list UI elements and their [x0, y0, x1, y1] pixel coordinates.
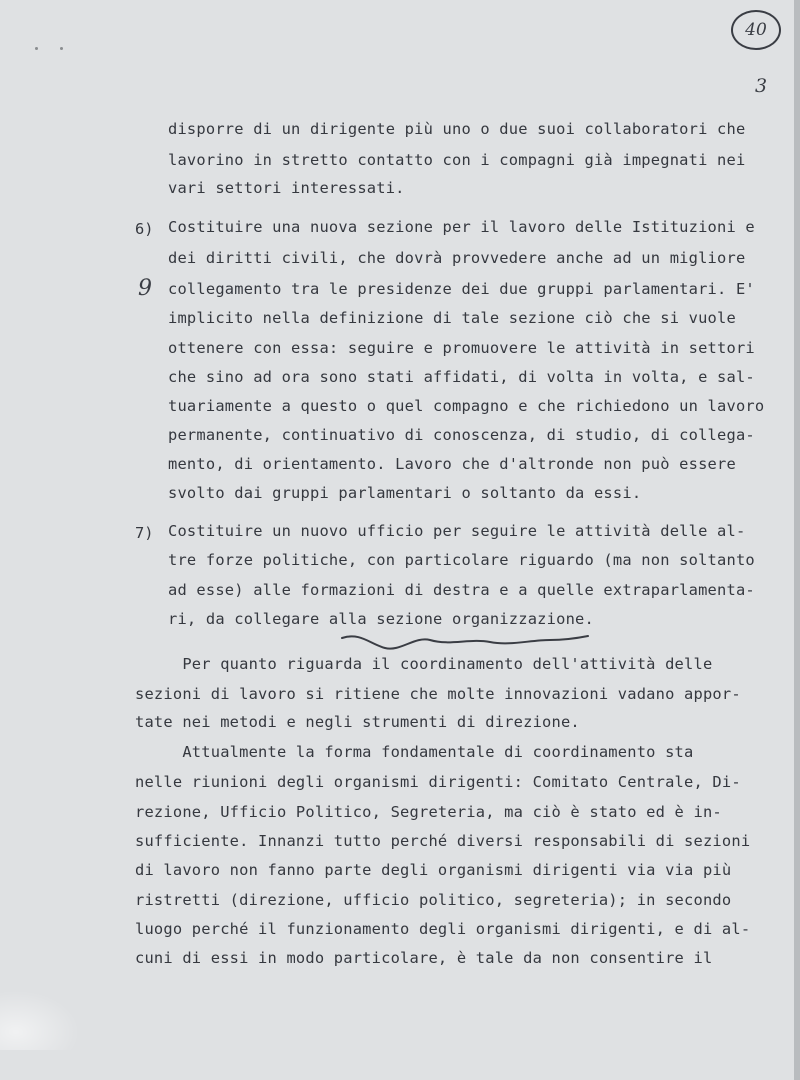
text-line: Per quanto riguarda il coordinamento dell'attività delle	[135, 655, 713, 673]
scan-speck	[35, 47, 38, 50]
text-line: sufficiente. Innanzi tutto perché diversi responsabili di sezioni	[135, 832, 751, 850]
text-line: cuni di essi in modo particolare, è tale da non consentire il	[135, 949, 713, 967]
text-line: vari settori interessati.	[168, 179, 405, 197]
text-line: svolto dai gruppi parlamentari o soltanto da essi.	[168, 484, 642, 502]
text-line: lavorino in stretto contatto con i compagni già impegnati nei	[168, 151, 746, 169]
text-line: permanente, continuativo di conoscenza, di studio, di collega-	[168, 426, 755, 444]
text-line: ad esse) alle formazioni di destra e a quelle extraparlamenta-	[168, 581, 755, 599]
text-line: ri, da collegare alla sezione organizzazione.	[168, 610, 594, 628]
text-line: luogo perché il funzionamento degli organismi dirigenti, e di al-	[135, 920, 751, 938]
text-line: rezione, Ufficio Politico, Segreteria, ma ciò è stato ed è in-	[135, 803, 722, 821]
list-marker: 7)	[135, 524, 154, 542]
text-line: che sino ad ora sono stati affidati, di volta in volta, e sal-	[168, 368, 755, 386]
text-line: di lavoro non fanno parte degli organismi dirigenti via via più	[135, 861, 732, 879]
text-line: Costituire un nuovo ufficio per seguire le attività delle al-	[168, 522, 746, 540]
text-line: implicito nella definizione di tale sezione ciò che si vuole	[168, 309, 736, 327]
text-line: collegamento tra le presidenze dei due gruppi parlamentari. E'	[168, 280, 755, 298]
list-marker: 6)	[135, 220, 154, 238]
text-line: nelle riunioni degli organismi dirigenti: Comitato Centrale, Di-	[135, 773, 741, 791]
text-line: ristretti (direzione, ufficio politico, segreteria); in secondo	[135, 891, 732, 909]
text-line: sezioni di lavoro si ritiene che molte innovazioni vadano appor-	[135, 685, 741, 703]
text-line: Attualmente la forma fondamentale di coordinamento sta	[135, 743, 694, 761]
text-line: tuariamente a questo o quel compagno e che richiedono un lavoro	[168, 397, 765, 415]
scan-speck	[60, 47, 63, 50]
text-line: mento, di orientamento. Lavoro che d'altronde non può essere	[168, 455, 736, 473]
circled-page-number: 40	[731, 10, 781, 50]
margin-annotation: 9	[138, 276, 152, 301]
text-line: Costituire una nuova sezione per il lavoro delle Istituzioni e	[168, 218, 755, 236]
scan-artifact	[0, 990, 80, 1050]
text-line: tate nei metodi e negli strumenti di direzione.	[135, 713, 580, 731]
text-line: dei diritti civili, che dovrà provvedere anche ad un migliore	[168, 249, 746, 267]
text-line: tre forze politiche, con particolare riguardo (ma non soltanto	[168, 551, 755, 569]
text-line: disporre di un dirigente più uno o due suoi collaboratori che	[168, 120, 746, 138]
text-line: ottenere con essa: seguire e promuovere le attività in settori	[168, 339, 755, 357]
handwritten-squiggle	[340, 628, 590, 654]
page-number: 3	[755, 75, 768, 97]
